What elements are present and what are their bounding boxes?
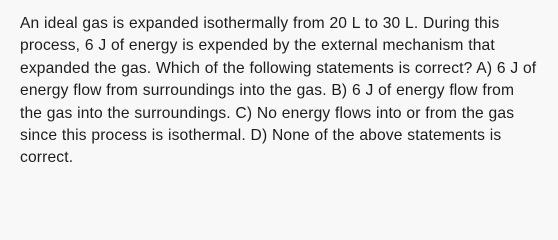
question-text: An ideal gas is expanded isothermally from 20 L to 30 L. During this process, 6 J of energy is expended by the external mechanism that expanded the gas. Which of the following statements is correct? A) 6 J of energy flow from surroundings into the gas. B) 6 J of energy flow from the gas into the surroundings. C) No energy flows into or from the gas since this process is isothermal. D) None of the above statements is correct. (20, 15, 537, 167)
